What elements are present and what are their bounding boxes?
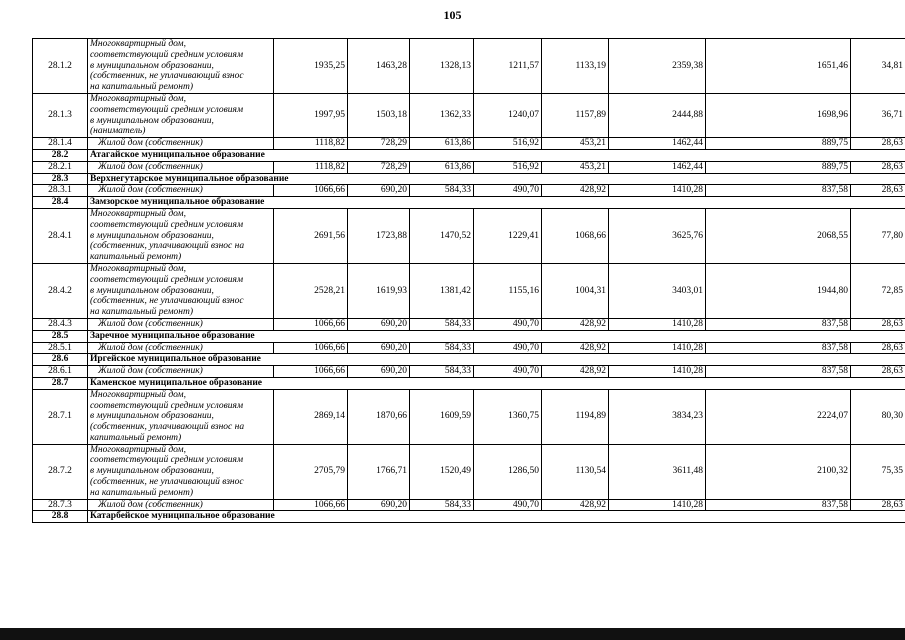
- description-line: соответствующий средним условиям: [90, 219, 244, 230]
- value-cell: 80,30: [851, 389, 905, 444]
- row-code: 28.6.1: [33, 366, 88, 378]
- description-line: (собственник, не уплачивающий взнос: [90, 71, 244, 82]
- value-cell: 428,92: [542, 185, 609, 197]
- value-cell: 2100,32: [706, 444, 851, 499]
- value-cell: 889,75: [706, 161, 851, 173]
- description-line: капитальный ремонт): [90, 252, 182, 263]
- row-code: 28.1.4: [33, 138, 88, 150]
- value-cell: 490,70: [474, 185, 542, 197]
- row-code: 28.3.1: [33, 185, 88, 197]
- section-header-row: [33, 173, 905, 185]
- value-cell: 1066,66: [274, 366, 348, 378]
- value-cell: 1240,07: [474, 93, 542, 137]
- row-code: 28.7.2: [33, 444, 88, 499]
- description-line: (собственник, не уплачивающий взнос: [90, 296, 244, 307]
- value-cell: 453,21: [542, 138, 609, 150]
- table-row: [33, 161, 905, 173]
- row-code: 28.1.2: [33, 39, 88, 94]
- value-cell: 28,63: [851, 318, 905, 330]
- value-cell: 690,20: [348, 499, 410, 511]
- value-cell: 584,33: [410, 499, 474, 511]
- value-cell: 1997,95: [274, 93, 348, 137]
- description-line: Жилой дом (собственник): [98, 138, 203, 149]
- section-name: Иргейское муниципальное образование: [88, 354, 905, 366]
- table-row: [33, 342, 905, 354]
- value-cell: 1410,28: [609, 342, 706, 354]
- value-cell: 1870,66: [348, 389, 410, 444]
- value-cell: 1410,28: [609, 366, 706, 378]
- value-cell: 1066,66: [274, 185, 348, 197]
- value-cell: 728,29: [348, 161, 410, 173]
- value-cell: 837,58: [706, 185, 851, 197]
- description-line: на капитальный ремонт): [90, 487, 194, 498]
- value-cell: 1766,71: [348, 444, 410, 499]
- table-row: [33, 263, 905, 318]
- table-row: [33, 138, 905, 150]
- value-cell: 1944,80: [706, 263, 851, 318]
- section-name: Катарбейское муниципальное образование: [88, 511, 905, 523]
- section-header-row: [33, 511, 905, 523]
- value-cell: 490,70: [474, 499, 542, 511]
- table-body: [33, 39, 905, 523]
- value-cell: 584,33: [410, 366, 474, 378]
- row-code: 28.7.1: [33, 389, 88, 444]
- row-description: [88, 389, 274, 444]
- description-line: в муниципальном образовании,: [90, 466, 214, 477]
- value-cell: 584,33: [410, 185, 474, 197]
- table-row: [33, 208, 905, 263]
- value-cell: 428,92: [542, 499, 609, 511]
- value-cell: 2691,56: [274, 208, 348, 263]
- value-cell: 1462,44: [609, 138, 706, 150]
- description-line: в муниципальном образовании,: [90, 285, 214, 296]
- value-cell: 1609,59: [410, 389, 474, 444]
- section-code: 28.2: [33, 149, 88, 161]
- row-description: [88, 161, 274, 173]
- value-cell: 690,20: [348, 318, 410, 330]
- value-cell: 1130,54: [542, 444, 609, 499]
- value-cell: 584,33: [410, 342, 474, 354]
- description-line: соответствующий средним условиям: [90, 104, 244, 115]
- value-cell: 1157,89: [542, 93, 609, 137]
- value-cell: 3611,48: [609, 444, 706, 499]
- value-cell: 1133,19: [542, 39, 609, 94]
- row-code: 28.5.1: [33, 342, 88, 354]
- section-header-row: [33, 354, 905, 366]
- value-cell: 28,63: [851, 366, 905, 378]
- value-cell: 490,70: [474, 366, 542, 378]
- row-description: [88, 39, 274, 94]
- value-cell: 1004,31: [542, 263, 609, 318]
- value-cell: 690,20: [348, 342, 410, 354]
- value-cell: 516,92: [474, 161, 542, 173]
- value-cell: 516,92: [474, 138, 542, 150]
- description-line: (наниматель): [90, 126, 146, 137]
- row-description: [88, 185, 274, 197]
- section-code: 28.6: [33, 354, 88, 366]
- value-cell: 690,20: [348, 185, 410, 197]
- section-header-row: [33, 149, 905, 161]
- value-cell: 728,29: [348, 138, 410, 150]
- value-cell: 2869,14: [274, 389, 348, 444]
- section-code: 28.4: [33, 197, 88, 209]
- row-description: [88, 366, 274, 378]
- value-cell: 613,86: [410, 161, 474, 173]
- scan-bottom-edge: [0, 628, 905, 640]
- value-cell: 1118,82: [274, 161, 348, 173]
- value-cell: 1328,13: [410, 39, 474, 94]
- value-cell: 428,92: [542, 318, 609, 330]
- value-cell: 2444,88: [609, 93, 706, 137]
- section-header-row: [33, 197, 905, 209]
- value-cell: 1410,28: [609, 318, 706, 330]
- value-cell: 1211,57: [474, 39, 542, 94]
- table-row: [33, 185, 905, 197]
- value-cell: 28,63: [851, 185, 905, 197]
- table-row: [33, 93, 905, 137]
- value-cell: 1066,66: [274, 318, 348, 330]
- value-cell: 1723,88: [348, 208, 410, 263]
- value-cell: 2705,79: [274, 444, 348, 499]
- description-line: Жилой дом (собственник): [98, 161, 203, 172]
- value-cell: 490,70: [474, 318, 542, 330]
- value-cell: 1410,28: [609, 185, 706, 197]
- description-line: соответствующий средним условиям: [90, 49, 244, 60]
- description-line: Многоквартирный дом,: [90, 263, 186, 274]
- description-line: Жилой дом (собственник): [98, 366, 203, 377]
- description-line: Многоквартирный дом,: [90, 208, 186, 219]
- description-line: Жилой дом (собственник): [98, 499, 203, 510]
- value-cell: 613,86: [410, 138, 474, 150]
- description-line: (собственник, уплачивающий взнос на: [90, 422, 245, 433]
- row-code: 28.7.3: [33, 499, 88, 511]
- row-code: 28.4.3: [33, 318, 88, 330]
- description-line: капитальный ремонт): [90, 432, 182, 443]
- section-header-row: [33, 377, 905, 389]
- description-line: (собственник, уплачивающий взнос на: [90, 241, 245, 252]
- description-line: на капитальный ремонт): [90, 307, 194, 318]
- value-cell: 453,21: [542, 161, 609, 173]
- value-cell: 1155,16: [474, 263, 542, 318]
- description-line: Многоквартирный дом,: [90, 389, 186, 400]
- value-cell: 837,58: [706, 499, 851, 511]
- section-name: Заречное муниципальное образование: [88, 330, 905, 342]
- row-code: 28.1.3: [33, 93, 88, 137]
- value-cell: 1068,66: [542, 208, 609, 263]
- value-cell: 1286,50: [474, 444, 542, 499]
- row-description: [88, 208, 274, 263]
- table-row: [33, 444, 905, 499]
- table-row: [33, 366, 905, 378]
- row-description: [88, 263, 274, 318]
- value-cell: 75,35: [851, 444, 905, 499]
- value-cell: 1381,42: [410, 263, 474, 318]
- value-cell: 1935,25: [274, 39, 348, 94]
- section-code: 28.5: [33, 330, 88, 342]
- value-cell: 3834,23: [609, 389, 706, 444]
- description-line: на капитальный ремонт): [90, 82, 194, 93]
- value-cell: 428,92: [542, 342, 609, 354]
- value-cell: 837,58: [706, 366, 851, 378]
- value-cell: 28,63: [851, 499, 905, 511]
- value-cell: 584,33: [410, 318, 474, 330]
- section-name: Атагайское муниципальное образование: [88, 149, 905, 161]
- table-row: [33, 318, 905, 330]
- value-cell: 1462,44: [609, 161, 706, 173]
- description-line: Жилой дом (собственник): [98, 318, 203, 329]
- value-cell: 1066,66: [274, 342, 348, 354]
- description-line: в муниципальном образовании,: [90, 60, 214, 71]
- value-cell: 1470,52: [410, 208, 474, 263]
- description-line: соответствующий средним условиям: [90, 400, 244, 411]
- table-row: [33, 389, 905, 444]
- description-line: Жилой дом (собственник): [98, 185, 203, 196]
- section-name: Каменское муниципальное образование: [88, 377, 905, 389]
- value-cell: 690,20: [348, 366, 410, 378]
- page-number: 105: [443, 8, 462, 22]
- section-name: Замзорское муниципальное образование: [88, 197, 905, 209]
- value-cell: 3625,76: [609, 208, 706, 263]
- value-cell: 28,63: [851, 161, 905, 173]
- row-description: [88, 499, 274, 511]
- value-cell: 1362,33: [410, 93, 474, 137]
- value-cell: 3403,01: [609, 263, 706, 318]
- tariff-table: [32, 38, 905, 523]
- section-code: 28.3: [33, 173, 88, 185]
- value-cell: 1520,49: [410, 444, 474, 499]
- row-description: [88, 342, 274, 354]
- value-cell: 72,85: [851, 263, 905, 318]
- value-cell: 889,75: [706, 138, 851, 150]
- value-cell: 1066,66: [274, 499, 348, 511]
- value-cell: 490,70: [474, 342, 542, 354]
- row-description: [88, 444, 274, 499]
- value-cell: 28,63: [851, 138, 905, 150]
- row-code: 28.2.1: [33, 161, 88, 173]
- value-cell: 2528,21: [274, 263, 348, 318]
- row-description: [88, 138, 274, 150]
- table-row: [33, 499, 905, 511]
- value-cell: 837,58: [706, 318, 851, 330]
- value-cell: 2224,07: [706, 389, 851, 444]
- description-line: в муниципальном образовании,: [90, 230, 214, 241]
- row-description: [88, 93, 274, 137]
- value-cell: 428,92: [542, 366, 609, 378]
- value-cell: 34,81: [851, 39, 905, 94]
- description-line: в муниципальном образовании,: [90, 411, 214, 422]
- description-line: (собственник, не уплачивающий взнос: [90, 477, 244, 488]
- value-cell: 1118,82: [274, 138, 348, 150]
- row-code: 28.4.2: [33, 263, 88, 318]
- section-name: Верхнегутарское муниципальное образование: [88, 173, 905, 185]
- description-line: Многоквартирный дом,: [90, 93, 186, 104]
- value-cell: 1194,89: [542, 389, 609, 444]
- value-cell: 36,71: [851, 93, 905, 137]
- value-cell: 77,80: [851, 208, 905, 263]
- value-cell: 1410,28: [609, 499, 706, 511]
- value-cell: 1503,18: [348, 93, 410, 137]
- value-cell: 2068,55: [706, 208, 851, 263]
- description-line: Многоквартирный дом,: [90, 39, 186, 49]
- section-code: 28.7: [33, 377, 88, 389]
- value-cell: 837,58: [706, 342, 851, 354]
- value-cell: 1229,41: [474, 208, 542, 263]
- value-cell: 1463,28: [348, 39, 410, 94]
- section-code: 28.8: [33, 511, 88, 523]
- table-row: [33, 39, 905, 94]
- description-line: Многоквартирный дом,: [90, 444, 186, 455]
- value-cell: 1698,96: [706, 93, 851, 137]
- section-header-row: [33, 330, 905, 342]
- description-line: соответствующий средним условиям: [90, 274, 244, 285]
- row-code: 28.4.1: [33, 208, 88, 263]
- value-cell: 28,63: [851, 342, 905, 354]
- row-description: [88, 318, 274, 330]
- description-line: в муниципальном образовании,: [90, 115, 214, 126]
- value-cell: 2359,38: [609, 39, 706, 94]
- description-line: Жилой дом (собственник): [98, 342, 203, 353]
- value-cell: 1360,75: [474, 389, 542, 444]
- value-cell: 1651,46: [706, 39, 851, 94]
- description-line: соответствующий средним условиям: [90, 455, 244, 466]
- value-cell: 1619,93: [348, 263, 410, 318]
